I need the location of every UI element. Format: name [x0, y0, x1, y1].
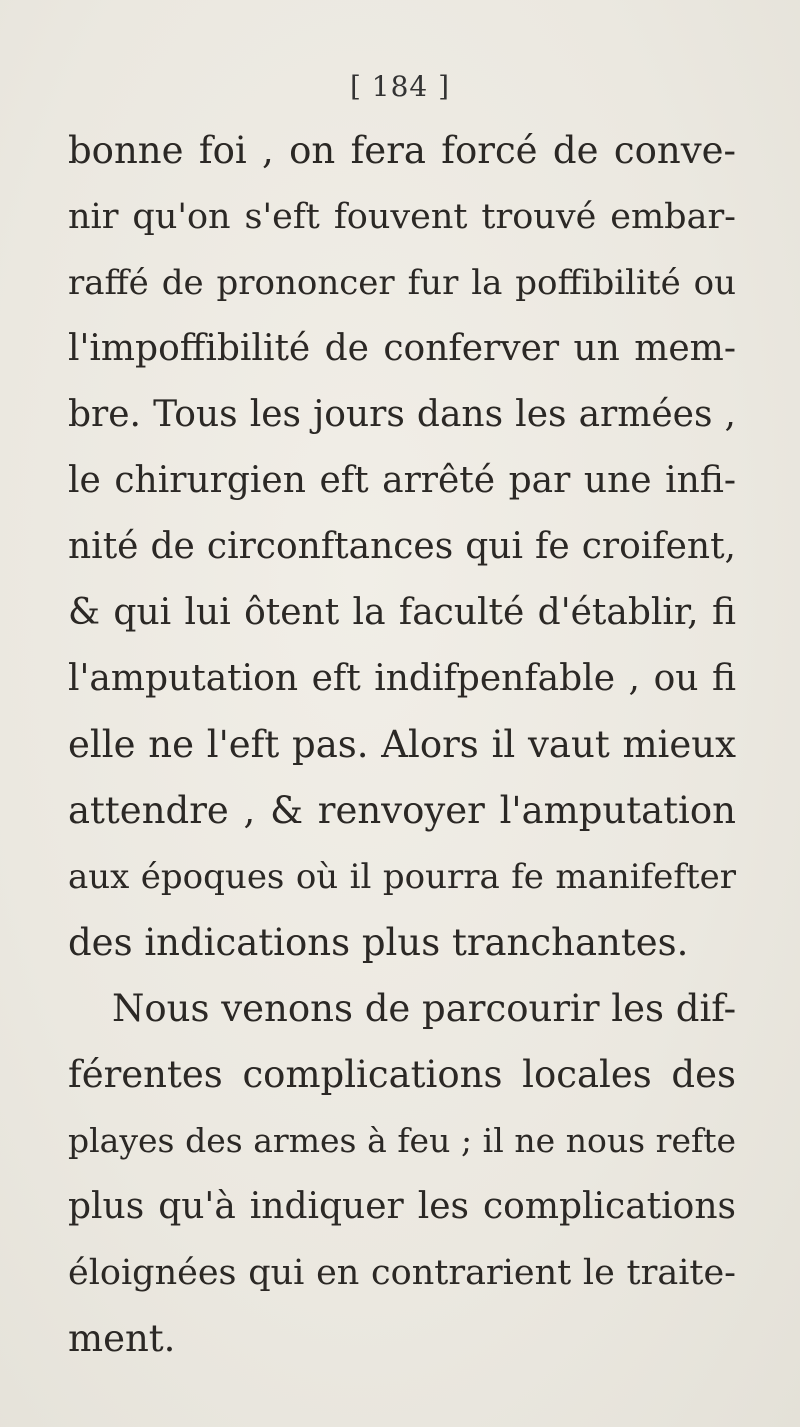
text-line-7: nité de circonftances qui fe croifent, — [68, 526, 736, 567]
text-line-10: elle ne l'eft pas. Alors il vaut mieux — [68, 723, 736, 766]
text-line-19: ment. — [68, 1317, 176, 1360]
text-line-16: playes des armes à feu ; il ne nous refte — [68, 1121, 736, 1160]
text-line-5: bre. Tous les jours dans les armées , — [68, 394, 736, 435]
text-line-17: plus qu'à indiquer les complications — [68, 1186, 736, 1227]
text-line-4: l'impoffibilité de conferver un mem- — [68, 328, 736, 369]
text-line-8: & qui lui ôtent la faculté d'établir, fi — [68, 592, 736, 633]
text-line-1: bonne foi , on fera forcé de conve- — [68, 129, 736, 172]
text-line-2: nir qu'on s'eft fouvent trouvé embar- — [68, 197, 736, 237]
page-number: [ 184 ] — [349, 70, 451, 103]
text-line-14: Nous venons de parcourir les dif- — [112, 987, 736, 1030]
body-text — [68, 118, 736, 1372]
text-line-18: éloignées qui en contrarient le traite- — [68, 1253, 736, 1293]
text-line-12: aux époques où il pourra fe manifefter — [68, 857, 736, 897]
text-line-3: raffé de prononcer fur la poffibilité ou — [68, 263, 736, 303]
text-line-13: des indications plus tranchantes. — [68, 921, 689, 964]
text-line-9: l'amputation eft indifpenfable , ou fi — [68, 658, 736, 699]
text-line-11: attendre , & renvoyer l'amputation — [68, 789, 736, 832]
text-line-15: férentes complications locales des — [68, 1053, 736, 1096]
text-line-6: le chirurgien eft arrêté par une infi- — [68, 460, 736, 501]
